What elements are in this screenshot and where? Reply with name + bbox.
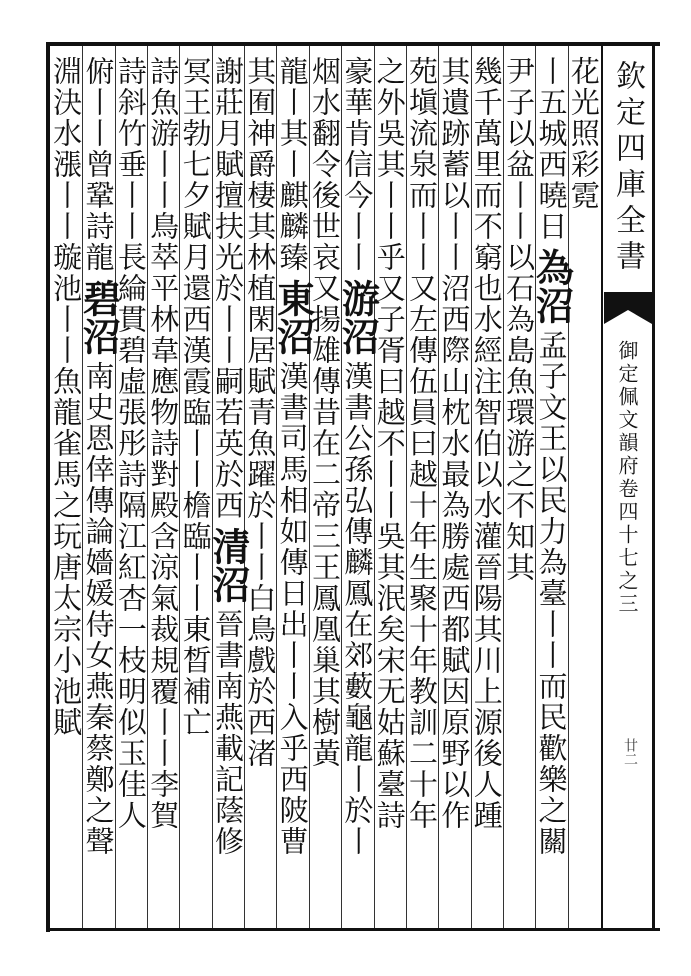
entry-text: 烟水翻令後世哀 [308, 56, 342, 273]
entry-text: 漢書司馬相如傳日出丨丨入乎西陂曹 [275, 361, 310, 857]
frame-right-outer-border [652, 42, 655, 931]
text-column [308, 56, 342, 769]
entry-text: 又揚雄傳昔在二帝三王鳳凰巢其樹黃 [308, 273, 342, 769]
volume-label: 御定佩文韻府卷四十七之三 [615, 340, 639, 616]
entry-text: 詩斜竹垂丨丨長綸貫碧虛張彤詩隔江紅杏一枝明似玉佳人 [113, 56, 148, 831]
entry-text: 花光照彩霓 [566, 56, 601, 211]
entry-text: 孟子文王以民力為臺丨丨而民歡樂之關 [534, 330, 569, 857]
text-column [179, 56, 213, 738]
entry-headword: 碧沼 [76, 279, 122, 355]
frame-bottom-border [46, 928, 660, 931]
page-number: 廿二 [622, 738, 638, 766]
entry-text: 南史恩倖傳論嬙媛侍女燕秦蔡鄭之聲 [81, 361, 116, 857]
entry-text: 冥王勃七夕賦月還西漢霞臨丨丨 [178, 56, 213, 490]
entry-text: 俯丨丨曾鞏詩龍 [81, 56, 116, 273]
entry-text: 豪華肯信今丨丨 [340, 56, 375, 273]
entry-text: 謝莊月賦擅扶光於丨丨嗣若英於西 [210, 56, 245, 521]
entry-text: 植閑居賦青魚躍於丨丨白鳥戲於西渚 [243, 273, 278, 769]
fish-tail-icon [604, 290, 652, 326]
entry-text: 檐臨丨丨東晳補亡 [178, 490, 213, 738]
entry-text: 詩魚游丨丨鳥萃平林韋應物詩對殿含涼氣裁規覆丨丨李賀 [146, 56, 181, 831]
frame-right-inner-border [601, 42, 603, 931]
text-column [373, 56, 407, 831]
text-column [567, 56, 601, 211]
text-column [146, 56, 180, 831]
text-column [529, 56, 575, 857]
text-column [335, 56, 381, 857]
book-title: 欽定四庫全書 [610, 60, 645, 276]
entry-headword: 游沼 [335, 279, 381, 355]
entry-text: 丨五城西曉日 [534, 56, 569, 242]
text-column [502, 56, 536, 583]
text-column [405, 56, 439, 831]
entry-text: 其囿神爵棲其林 [243, 56, 278, 273]
entry-text: 尹子以盆丨丨以石為島魚環游之不知其 [502, 56, 537, 583]
text-column [49, 56, 83, 738]
entry-headword: 清沼 [205, 527, 251, 603]
entry-text: 其遺跡蓄以丨丨沼西際山枕水最為勝處西都賦因原野以作 [437, 56, 472, 831]
text-column [243, 56, 277, 769]
entry-text: 淵決水漲丨丨 [49, 56, 84, 242]
entry-text: 璇池丨丨魚龍雀馬之玩唐太宗小池賦 [49, 242, 84, 738]
text-column [76, 56, 122, 857]
text-column [114, 56, 148, 831]
text-column [437, 56, 471, 831]
entry-text: 漢書公孫弘傳麟鳳在郊藪龜龍丨於丨 [340, 361, 375, 857]
entry-text: 之外吳其丨丨乎又子胥曰越不丨丨吳其泯矣宋无姑蘇臺詩 [372, 56, 407, 831]
entry-headword: 東沼 [270, 279, 316, 355]
text-column [470, 56, 504, 831]
entry-text: 晉書南燕載記蔭修 [210, 609, 245, 857]
entry-text: 幾千萬里而不窮也水經注智伯以水灌晉陽其川上源後人踵 [469, 56, 504, 831]
entry-text: 苑塡流泉而丨丨又左傳伍員曰越十年生聚十年教訓二十年 [405, 56, 440, 831]
entry-text: 龍丨其丨麒麟臻 [275, 56, 310, 273]
text-column [205, 56, 251, 857]
text-column [270, 56, 316, 857]
entry-headword: 為沼 [529, 248, 575, 324]
